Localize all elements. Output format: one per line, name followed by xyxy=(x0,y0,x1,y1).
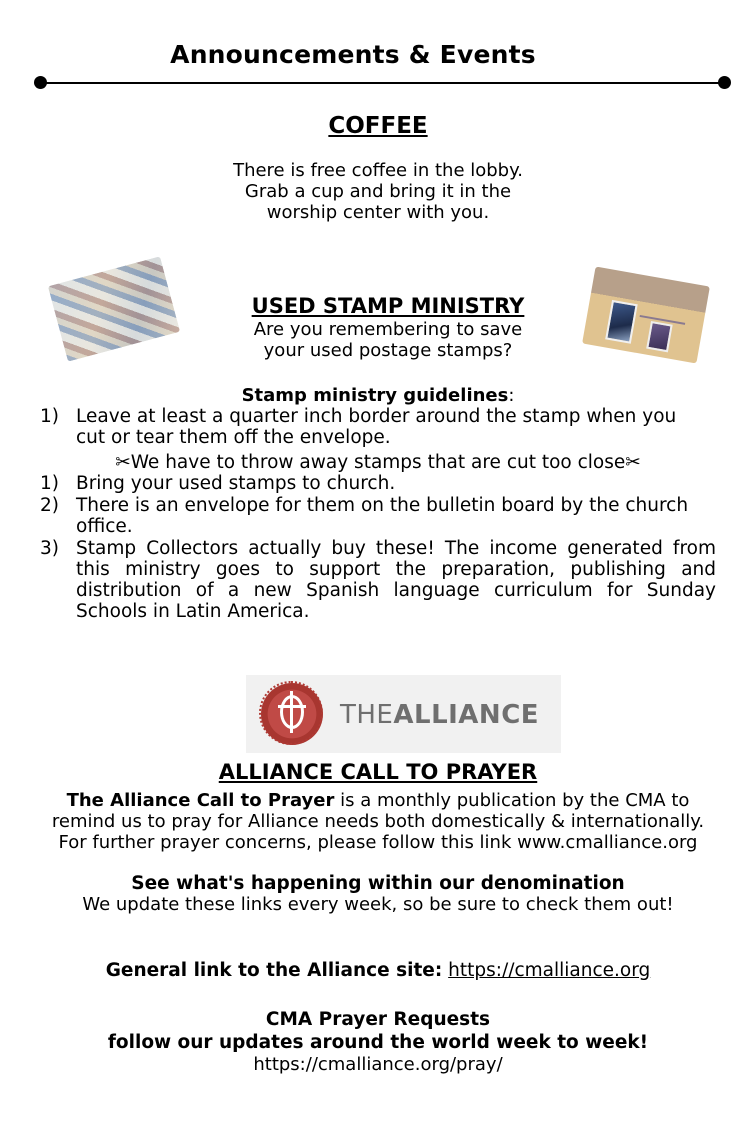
header-divider xyxy=(40,82,726,84)
rule-right-dot xyxy=(718,76,731,89)
happening-text: We update these links every week, so be sure to check them out! xyxy=(82,894,674,915)
logo-wordmark xyxy=(340,700,539,730)
coffee-line: Grab a cup and bring it in the xyxy=(244,181,512,202)
prayer-text xyxy=(30,790,726,853)
stamp-ministry-subtitle xyxy=(150,319,626,361)
general-link[interactable]: https://cmalliance.org xyxy=(448,960,651,981)
guideline-item xyxy=(40,473,716,494)
cut-warning-note: ✂We have to throw away stamps that are cut too close✂ xyxy=(115,452,641,473)
guideline-line: Bring your used stamps to church. xyxy=(76,473,396,494)
guideline-line: There is an envelope for them on the bulletin board by the church xyxy=(76,495,689,516)
guideline-text xyxy=(76,538,716,622)
envelope-stamp xyxy=(646,321,673,352)
stamp-ministry-title: USED STAMP MINISTRY xyxy=(251,294,525,318)
cma-prayer-link[interactable]: https://cmalliance.org/pray/ xyxy=(253,1054,503,1075)
coffee-line: worship center with you. xyxy=(266,202,490,223)
guideline-number: 3) xyxy=(40,538,59,559)
coffee-text xyxy=(150,160,606,223)
guideline-item xyxy=(40,495,716,537)
alliance-logo xyxy=(246,675,561,753)
guideline-item xyxy=(40,538,716,622)
prayer-title: ALLIANCE CALL TO PRAYER xyxy=(218,760,538,784)
cma-prayer-title: CMA Prayer Requests xyxy=(265,1009,491,1030)
subtitle-line: Are you remembering to save xyxy=(253,319,523,340)
guideline-item xyxy=(40,406,716,448)
logo-prefix: THE xyxy=(340,700,394,730)
guidelines-colon: : xyxy=(508,385,515,406)
prayer-lead: The Alliance Call to Prayer xyxy=(66,790,335,811)
cross-icon xyxy=(290,691,293,733)
prayer-line xyxy=(30,790,726,811)
logo-name: ALLIANCE xyxy=(393,700,540,730)
guideline-number: 2) xyxy=(40,495,59,516)
cma-prayer-subtitle: follow our updates around the world week to week! xyxy=(107,1032,649,1053)
guideline-line: cut or tear them off the envelope. xyxy=(76,427,391,448)
general-link-label: General link to the Alliance site: xyxy=(105,960,443,981)
guideline-text xyxy=(76,495,688,537)
prayer-line: remind us to pray for Alliance needs both domestically & internationally. xyxy=(51,811,705,832)
guideline-text xyxy=(76,406,676,448)
guideline-number: 1) xyxy=(40,406,59,427)
guideline-line: this ministry goes to support the preparation, publishing and xyxy=(76,559,716,580)
subtitle-line: your used postage stamps? xyxy=(263,340,513,361)
cross-bar xyxy=(278,705,306,708)
guideline-number: 1) xyxy=(40,473,59,494)
coffee-title: COFFEE xyxy=(328,113,428,139)
general-link-line xyxy=(0,960,756,981)
guideline-text xyxy=(76,473,395,494)
guideline-line: distribution of a new Spanish language curriculum for Sunday xyxy=(76,580,716,601)
guidelines-heading-label: Stamp ministry guidelines xyxy=(241,385,509,406)
guideline-line: Schools in Latin America. xyxy=(76,601,310,622)
happening-title: See what's happening within our denomination xyxy=(131,873,625,894)
prayer-line: For further prayer concerns, please follow this link www.cmalliance.org xyxy=(58,832,698,853)
page-title: Announcements & Events xyxy=(170,40,536,69)
guidelines-heading xyxy=(0,385,756,406)
guideline-line: office. xyxy=(76,516,133,537)
coffee-line: There is free coffee in the lobby. xyxy=(233,160,523,181)
guideline-line: Leave at least a quarter inch border around the stamp when you xyxy=(76,406,677,427)
guideline-line: Stamp Collectors actually buy these! The income generated from xyxy=(76,538,716,559)
prayer-line-rest: is a monthly publication by the CMA to xyxy=(334,790,690,811)
